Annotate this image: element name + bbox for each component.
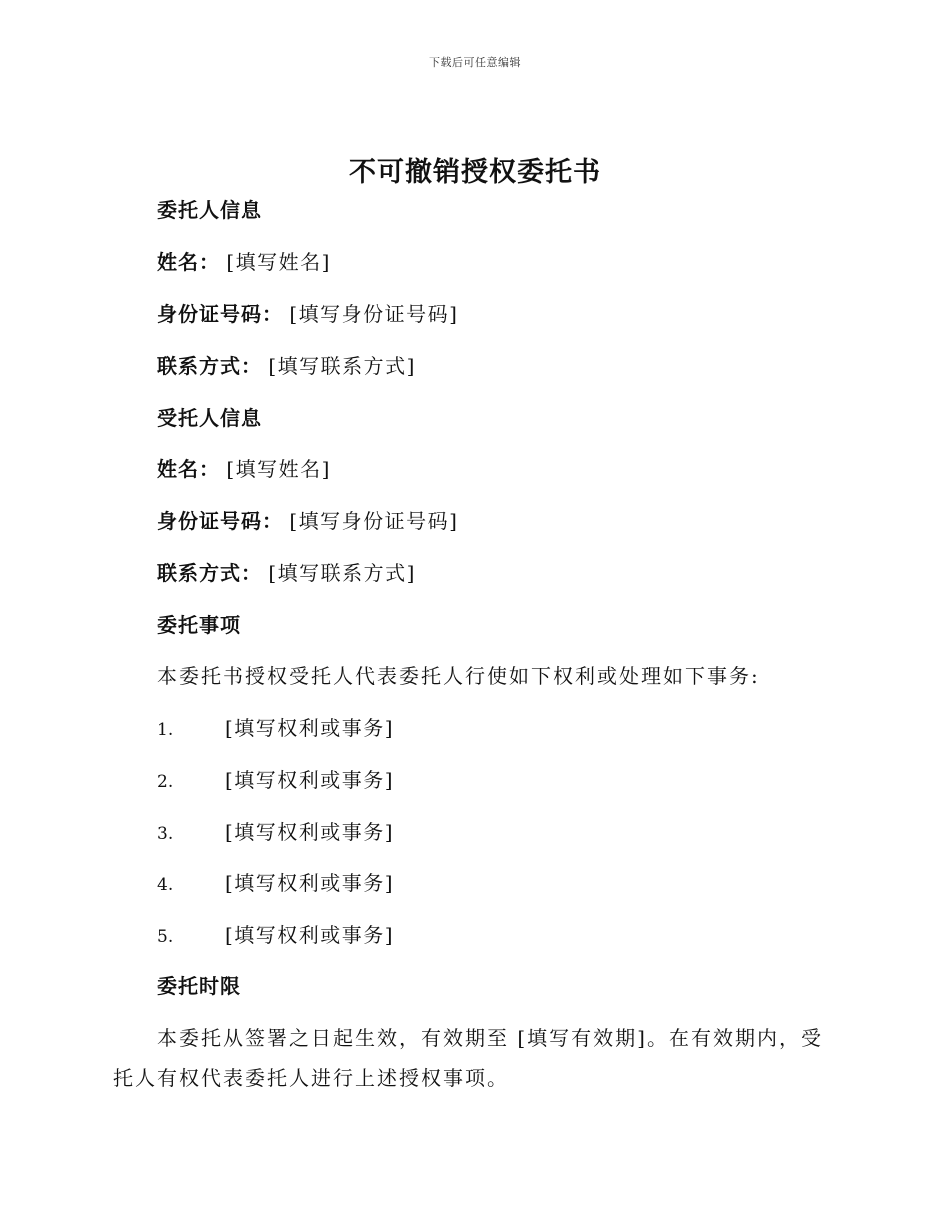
agent-contact-value: [填写联系方式] — [268, 561, 416, 585]
document-title: 不可撤销授权委托书 — [349, 157, 601, 188]
list-item-number: 2. — [157, 772, 174, 792]
list-item-text: [填写权利或事务] — [225, 820, 395, 844]
header-note: 下载后可任意编辑 — [429, 56, 521, 69]
agent-name-label: 姓名： — [157, 457, 220, 481]
term-heading: 委托时限 — [157, 974, 241, 998]
principal-id-row — [157, 300, 458, 328]
list-item-number: 4. — [157, 875, 174, 895]
principal-id-value: [填写身份证号码] — [289, 302, 459, 326]
list-item-text: [填写权利或事务] — [225, 871, 395, 895]
list-item — [157, 714, 394, 744]
list-item — [157, 921, 394, 951]
matters-intro: 本委托书授权受托人代表委托人行使如下权利或处理如下事务: — [157, 664, 760, 688]
list-item-text: [填写权利或事务] — [225, 768, 395, 792]
agent-contact-label: 联系方式： — [157, 561, 262, 585]
list-item — [157, 766, 394, 796]
principal-heading: 委托人信息 — [157, 198, 262, 222]
agent-contact-row — [157, 559, 416, 587]
agent-id-row — [157, 507, 458, 535]
agent-name-value: [填写姓名] — [226, 457, 331, 481]
principal-id-label: 身份证号码： — [157, 302, 283, 326]
principal-name-row — [157, 248, 331, 276]
agent-id-label: 身份证号码： — [157, 509, 283, 533]
agent-id-value: [填写身份证号码] — [289, 509, 459, 533]
agent-heading: 受托人信息 — [157, 406, 262, 430]
agent-name-row — [157, 455, 331, 483]
list-item-text: [填写权利或事务] — [225, 716, 395, 740]
list-item — [157, 818, 394, 848]
term-paragraph: 本委托从签署之日起生效，有效期至 [填写有效期]。在有效期内，受托人有权代表委托人进行上述授权事项。 — [113, 1026, 823, 1090]
list-item — [157, 869, 394, 899]
list-item-number: 3. — [157, 824, 174, 844]
list-item-number: 1. — [157, 720, 174, 740]
principal-contact-value: [填写联系方式] — [268, 354, 416, 378]
list-item-text: [填写权利或事务] — [225, 923, 395, 947]
list-item-number: 5. — [157, 927, 174, 947]
principal-name-value: [填写姓名] — [226, 250, 331, 274]
principal-name-label: 姓名： — [157, 250, 220, 274]
principal-contact-label: 联系方式： — [157, 354, 262, 378]
principal-contact-row — [157, 352, 416, 380]
matters-heading: 委托事项 — [157, 613, 241, 637]
